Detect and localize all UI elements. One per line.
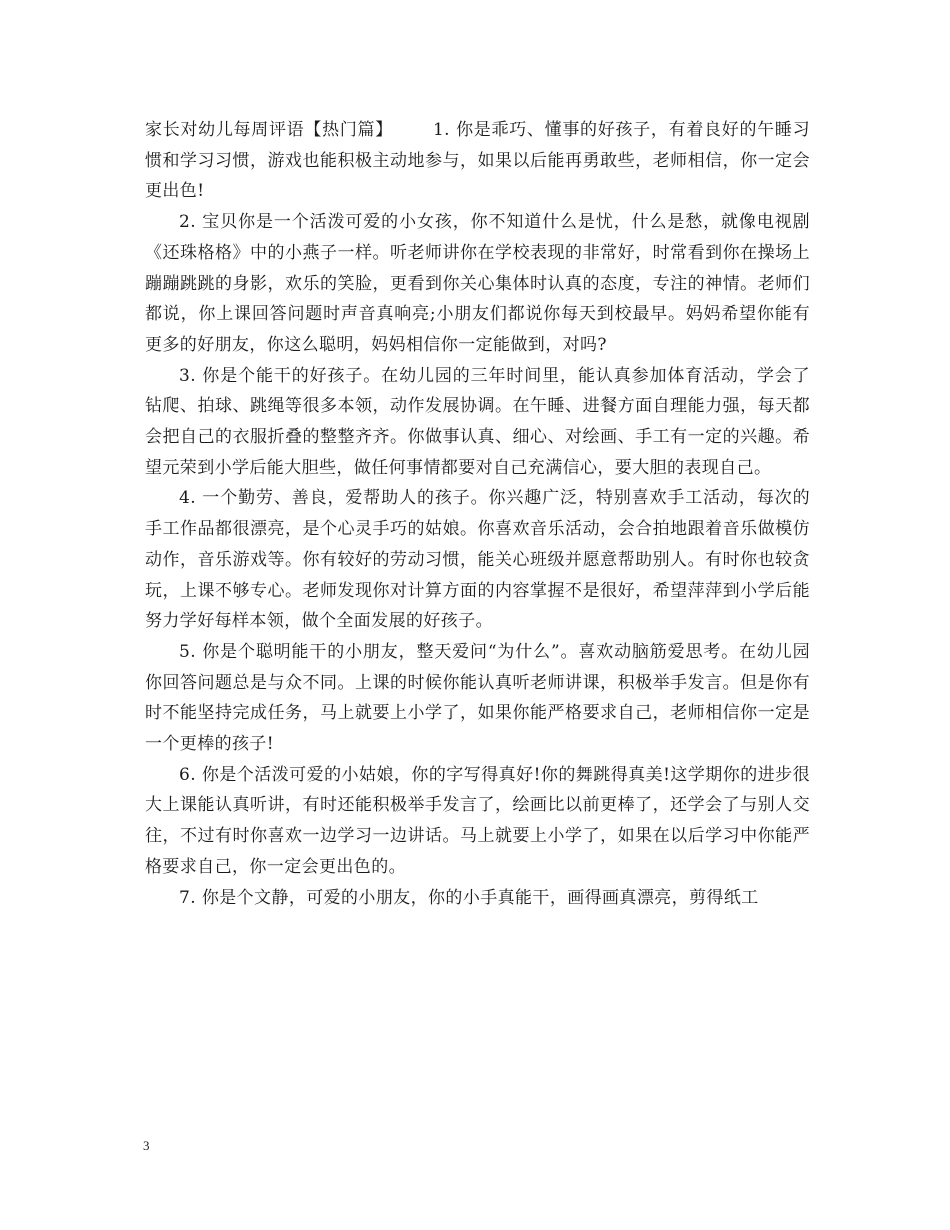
paragraph-2: 2. 宝贝你是一个活泼可爱的小女孩，你不知道什么是忧，什么是愁，就像电视剧《还珠格格》中的小燕子一样。听老师讲你在学校表现的非常好，时常看到你在操场上蹦蹦跳跳的身影，欢乐的笑脸，更看到你关心集体时认真的态度，专注的神情。老师们都说，你上课回答问题时声音真响亮;小朋友们都说你每天到校最早。妈妈希望你能有更多的好朋友，你这么聪明，妈妈相信你一定能做到，对吗? xyxy=(145,212,810,355)
page-number: 3 xyxy=(143,1138,150,1153)
paragraph-4: 4. 一个勤劳、善良，爱帮助人的孩子。你兴趣广泛，特别喜欢手工活动，每次的手工作品都很漂亮，是个心灵手巧的姑娘。你喜欢音乐活动，会合拍地跟着音乐做模仿动作，音乐游戏等。你有较好的劳动习惯，能关心班级并愿意帮助别人。有时你也较贪玩，上课不够专心。老师发现你对计算方面的内容掌握不是很好，希望萍萍到小学后能努力学好每样本领，做个全面发展的好孩子。 xyxy=(145,488,810,632)
document-body xyxy=(145,115,810,913)
paragraph-1 xyxy=(145,115,810,207)
paragraph-7: 7. 你是个文静，可爱的小朋友，你的小手真能干，画得画真漂亮，剪得纸工 xyxy=(179,887,759,908)
document-title: 家长对幼儿每周评语【热门篇】 xyxy=(145,120,393,140)
paragraph-5: 5. 你是个聪明能干的小朋友，整天爱问“为什么”。喜欢动脑筋爱思考。在幼儿园你回答问题总是与众不同。上课的时候你能认真听老师讲课，积极举手发言。但是你有时不能坚持完成任务，马上就要上小学了，如果你能严格要求自己，老师相信你一定是一个更棒的孩子! xyxy=(145,641,810,755)
paragraph-6: 6. 你是个活泼可爱的小姑娘，你的字写得真好!你的舞跳得真美!这学期你的进步很大上课能认真听讲，有时还能积极举手发言了，绘画比以前更棒了，还学会了与别人交往，不过有时你喜欢一边学习一边讲话。马上就要上小学了，如果在以后学习中你能严格要求自己，你一定会更出色的。 xyxy=(145,764,810,877)
paragraph-3: 3. 你是个能干的好孩子。在幼儿园的三年时间里，能认真参加体育活动，学会了钻爬、拍球、跳绳等很多本领，动作发展协调。在午睡、进餐方面自理能力强，每天都会把自己的衣服折叠的整整齐齐。你做事认真、细心、对绘画、手工有一定的兴趣。希望元荣到小学后能大胆些，做任何事情都要对自己充满信心，要大胆的表现自己。 xyxy=(145,365,810,478)
paragraph-1-text: 1. 你是乖巧、懂事的好孩子，有着良好的午睡习惯和学习习惯，游戏也能积极主动地参与，如果以后能再勇敢些，老师相信，你一定会更出色! xyxy=(145,120,810,202)
